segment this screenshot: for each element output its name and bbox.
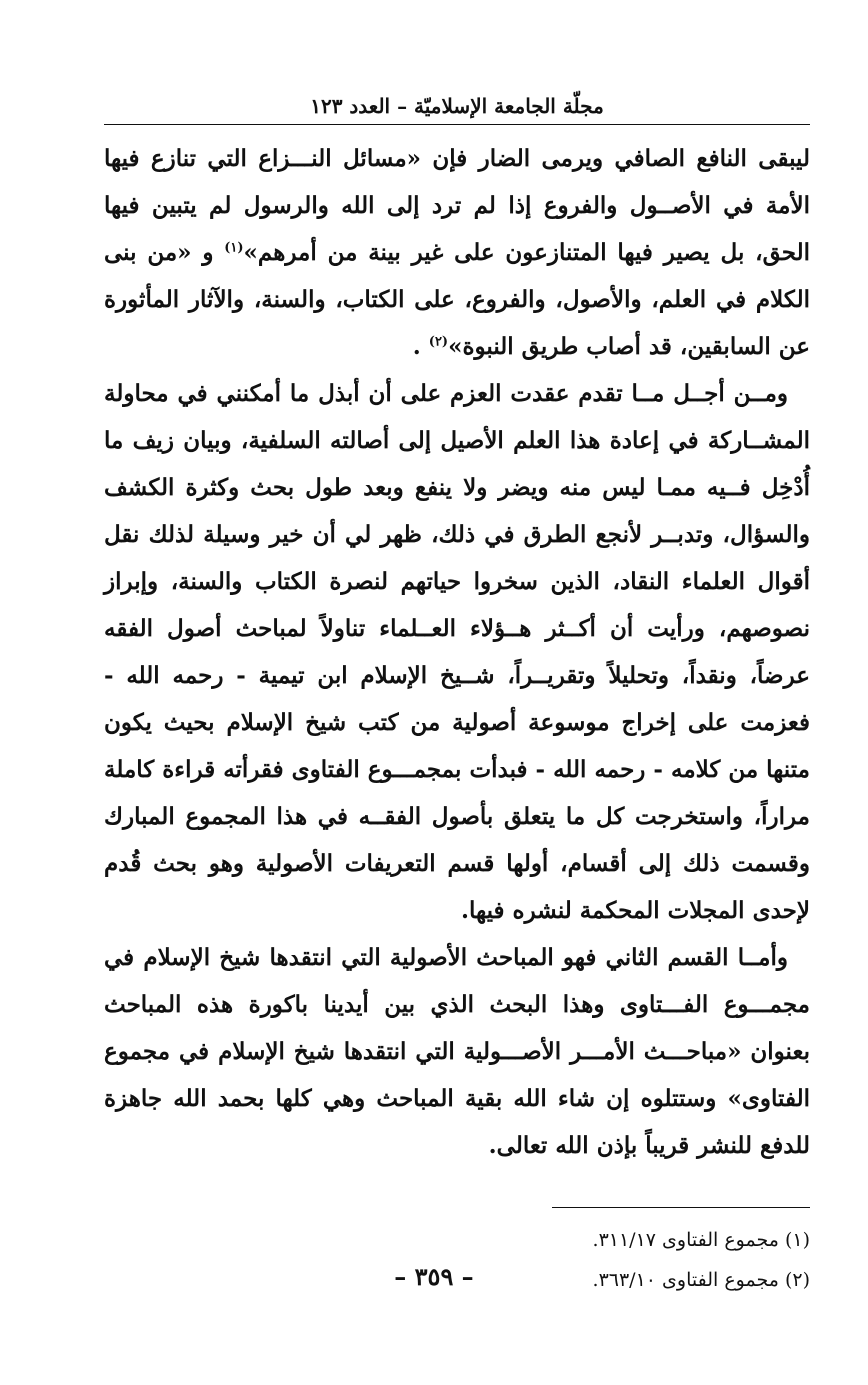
footnote-ref-1: (١) [224,240,244,256]
paragraph-2: ومــن أجــل مــا تقدم عقدت العزم على أن أبذل ما أمكنني في محاولة المشــاركة في إعادة هذا العلم الأصيل إلى أصالته السلفية، وبيان زيف ما أُدْخِل فــيه ممـا ليس منه ويضر ولا ينفع وبعد طول بحث وكثرة الكشف والسؤال، وتدبــر لأنجع الطرق في ذلك، ظهر لي أن خير وسيلة لذلك نقل أقوال العلماء النقاد، الذين سخروا حياتهم لنصرة الكتاب والسنة، وإبراز نصوصهم، ورأيت أن أكــثر هــؤلاء العــلماء تناولاً لمباحث أصول الفقه عرضاً، ونقداً، وتحليلاً وتقريــراً، شــيخ الإسلام ابن تيمية - رحمه الله - فعزمت على إخراج موسوعة أصولية من كتب شيخ الإسلام بحيث يكون متنها من كلامه - رحمه الله - فبدأت بمجمـــوع الفتاوى فقرأته قراءة كاملة مراراً، واستخرجت كل ما يتعلق بأصول الفقــه في هذا المجموع المبارك وقسمت ذلك إلى أقسام، أولها قسم التعريفات الأصولية وهو بحث قُدم لإحدى المجلات المحكمة لنشره فيها. [104,380,810,924]
header-divider [104,124,810,125]
footnote-ref-2: (٢) [428,334,449,350]
paragraph-1-text-b: و «من بنى الكلام في العلم، والأصول، والفروع، على الكتاب، والسنة، والآثار المأثورة عن السابقين، قد أصاب طريق النبوة» [104,239,810,360]
paragraph-3: وأمــا القسم الثاني فهو المباحث الأصولية التي انتقدها شيخ الإسلام في مجمـــوع الفـــتاوى وهذا البحث الذي بين أيدينا باكورة هذه المباحث بعنوان «مباحـــث الأمـــر الأصـــولية التي انتقدها شيخ الإسلام في مجموع الفتاوى» وستتلوه إن شاء الله بقية المباحث وهي كلها بحمد الله جاهزة للدفع للنشر قريباً بإذن الله تعالى. [104,944,810,1159]
paragraph-1 [104,135,810,370]
body-text [104,135,810,1169]
paragraph-1-text-a: ليبقى النافع الصافي ويرمى الضار فإن «مسائل النـــزاع التي تنازع فيها الأمة في الأصــول والفروع إذا لم ترد إلى الله والرسول لم يتبين فيها الحق، بل يصير فيها المتنازعون على غير بينة من أمرهم» [104,145,810,266]
page-number: – ٣٥٩ – [394,1262,474,1291]
footnote-divider [552,1207,810,1208]
paragraph-1-text-c: . [412,333,429,360]
footnote-2: (٢) مجموع الفتاوى ٣٦٣/١٠. [592,1269,810,1291]
footnote-1: (١) مجموع الفتاوى ٣١١/١٧. [592,1229,810,1251]
document-page [104,88,810,1300]
running-header: مجلّة الجامعة الإسلاميّة – العدد ١٢٣ [310,94,604,118]
